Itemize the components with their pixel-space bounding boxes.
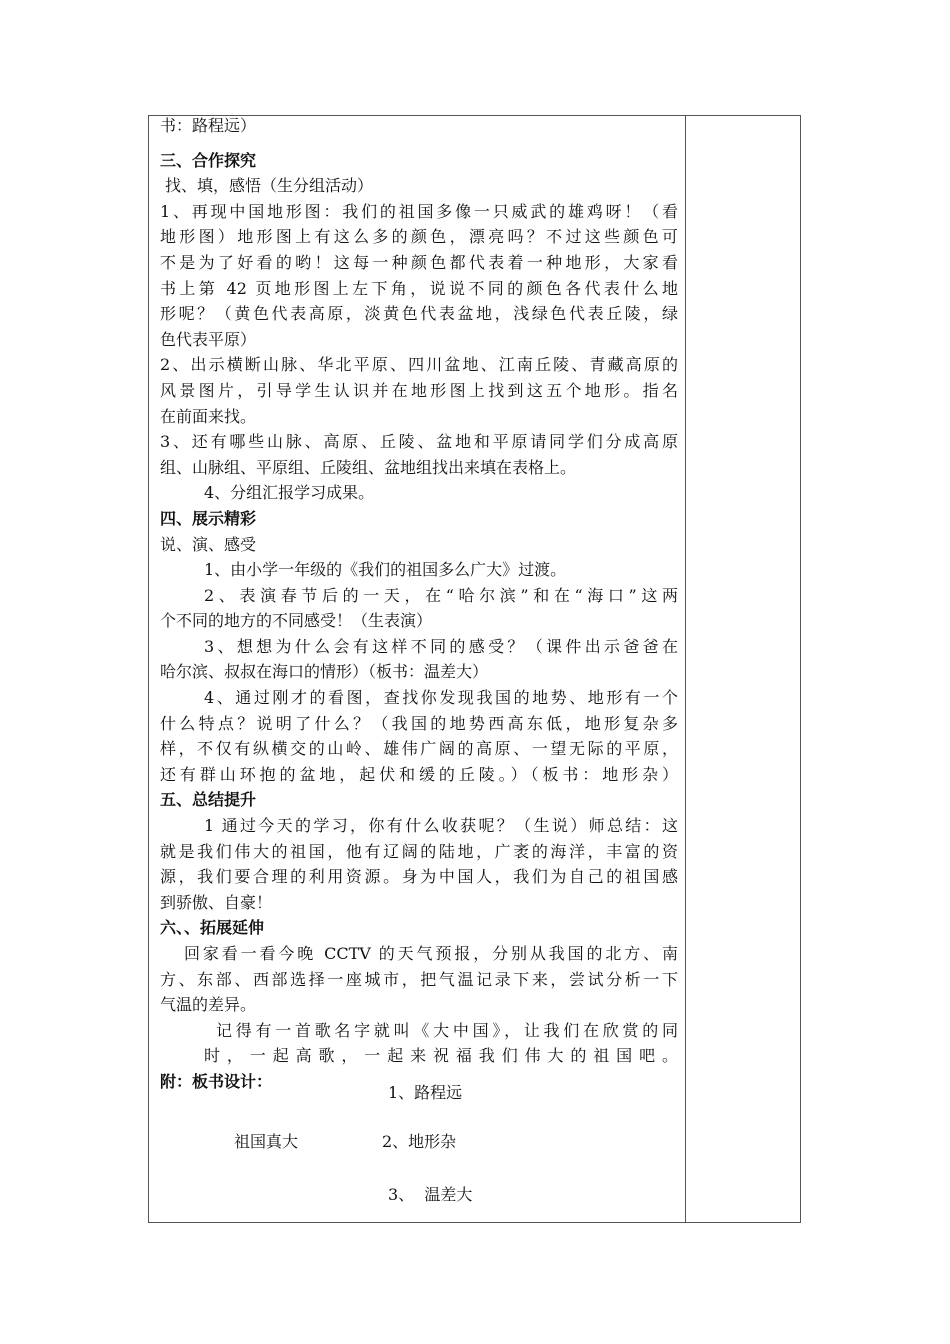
s3-p1-l4: 书上第 42 页地形图上左下角，说说不同的颜色各代表什么地 [160, 278, 678, 298]
s5-p1-l1: 1 通过今天的学习，你有什么收获呢？（生说）师总结：这 [204, 816, 678, 836]
s3-p1-l5: 形呢？（黄色代表高原，淡黄色代表盆地，浅绿色代表丘陵，绿 [160, 304, 678, 324]
s3-p3-l1: 3、还有哪些山脉、高原、丘陵、盆地和平原请同学们分成高原 [160, 432, 678, 452]
s3-p1-l1: 1、再现中国地形图：我们的祖国多像一只威武的雄鸡呀！（看 [160, 201, 678, 221]
s3-p2-l1: 2、出示横断山脉、华北平原、四川盆地、江南丘陵、青藏高原的 [160, 355, 678, 375]
s3-p2-l2: 风景图片，引导学生认识并在地形图上找到这五个地形。指名 [160, 380, 678, 400]
appendix-heading: 附：板书设计： [160, 1071, 273, 1091]
board-item-2: 2、地形杂 [382, 1132, 457, 1151]
s3-p1-l2: 地形图）地形图上有这么多的颜色，漂亮吗？不过这些颜色可 [160, 227, 678, 247]
s4-p3-l1: 3、想想为什么会有这样不同的感受？（课件出示爸爸在 [204, 636, 678, 656]
section5-heading: 五、总结提升 [160, 790, 257, 810]
section4-heading: 四、展示精彩 [160, 508, 257, 528]
lesson-content [160, 113, 678, 1095]
s4-p1: 1、由小学一年级的《我们的祖国多么广大》过渡。 [204, 560, 567, 580]
s5-p1-l3: 源，我们要合理的利用资源。身为中国人，我们为自己的祖国感 [160, 867, 678, 887]
s6-p1-l3: 气温的差异。 [160, 995, 257, 1015]
s4-p3-l2: 哈尔滨、叔叔在海口的情形）（板书：温差大） [160, 662, 489, 682]
section3-subtitle: 找、填，感悟（生分组活动） [165, 176, 374, 196]
s4-p4-l2: 什么特点？说明了什么？（我国的地势西高东低，地形复杂多 [160, 713, 678, 733]
s4-p2-l2: 个不同的地方的不同感受！（生表演） [160, 611, 433, 631]
section4-subtitle: 说、演、感受 [160, 534, 257, 554]
board-center: 祖国真大 [234, 1132, 299, 1151]
carryover-line: 书：路程远） [160, 116, 257, 135]
s6-p1-l2: 方、东部、西部选择一座城市，把气温记录下来，尝试分析一下 [160, 969, 678, 989]
s5-p1-l4: 到骄傲、自豪！ [160, 892, 273, 912]
s4-p4-l4: 还有群山环抱的盆地，起伏和缓的丘陵。）（板书：地形杂） [160, 764, 678, 784]
s3-p3-l2: 组、山脉组、平原组、丘陵组、盆地组找出来填在表格上。 [160, 457, 577, 477]
s4-p4-l1: 4、通过刚才的看图，查找你发现我国的地势、地形有一个 [204, 688, 678, 708]
s3-p2-l3: 在前面来找。 [160, 406, 257, 426]
s3-p1-l3: 不是为了好看的哟！这每一种颜色都代表着一种地形，大家看 [160, 252, 678, 272]
board-item-3: 3、 温差大 [388, 1185, 473, 1204]
s4-p2-l1: 2、表演春节后的一天，在“哈尔滨”和在“海口”这两 [204, 585, 678, 605]
s5-p1-l2: 就是我们伟大的祖国，他有辽阔的陆地，广袤的海洋，丰富的资 [160, 841, 678, 861]
section3-heading: 三、合作探究 [160, 150, 257, 170]
s6-p1-l1: 回家看一看今晚 CCTV 的天气预报，分别从我国的北方、南 [184, 944, 678, 963]
section6-heading: 六、、拓展延伸 [160, 918, 265, 938]
s3-p4: 4、分组汇报学习成果。 [204, 483, 375, 503]
s4-p4-l3: 样，不仅有纵横交的山岭、雄伟广阔的高原、一望无际的平原， [160, 739, 678, 759]
s3-p1-l6: 色代表平原） [160, 329, 257, 349]
board-item-1: 1、路程远 [388, 1083, 463, 1102]
table-column-divider [685, 115, 686, 1223]
s6-p2-l2: 时，一起高歌，一起来祝福我们伟大的祖国吧。 [204, 1046, 678, 1066]
s6-p2-l1: 记得有一首歌名字就叫《大中国》，让我们在欣赏的同 [216, 1020, 678, 1040]
